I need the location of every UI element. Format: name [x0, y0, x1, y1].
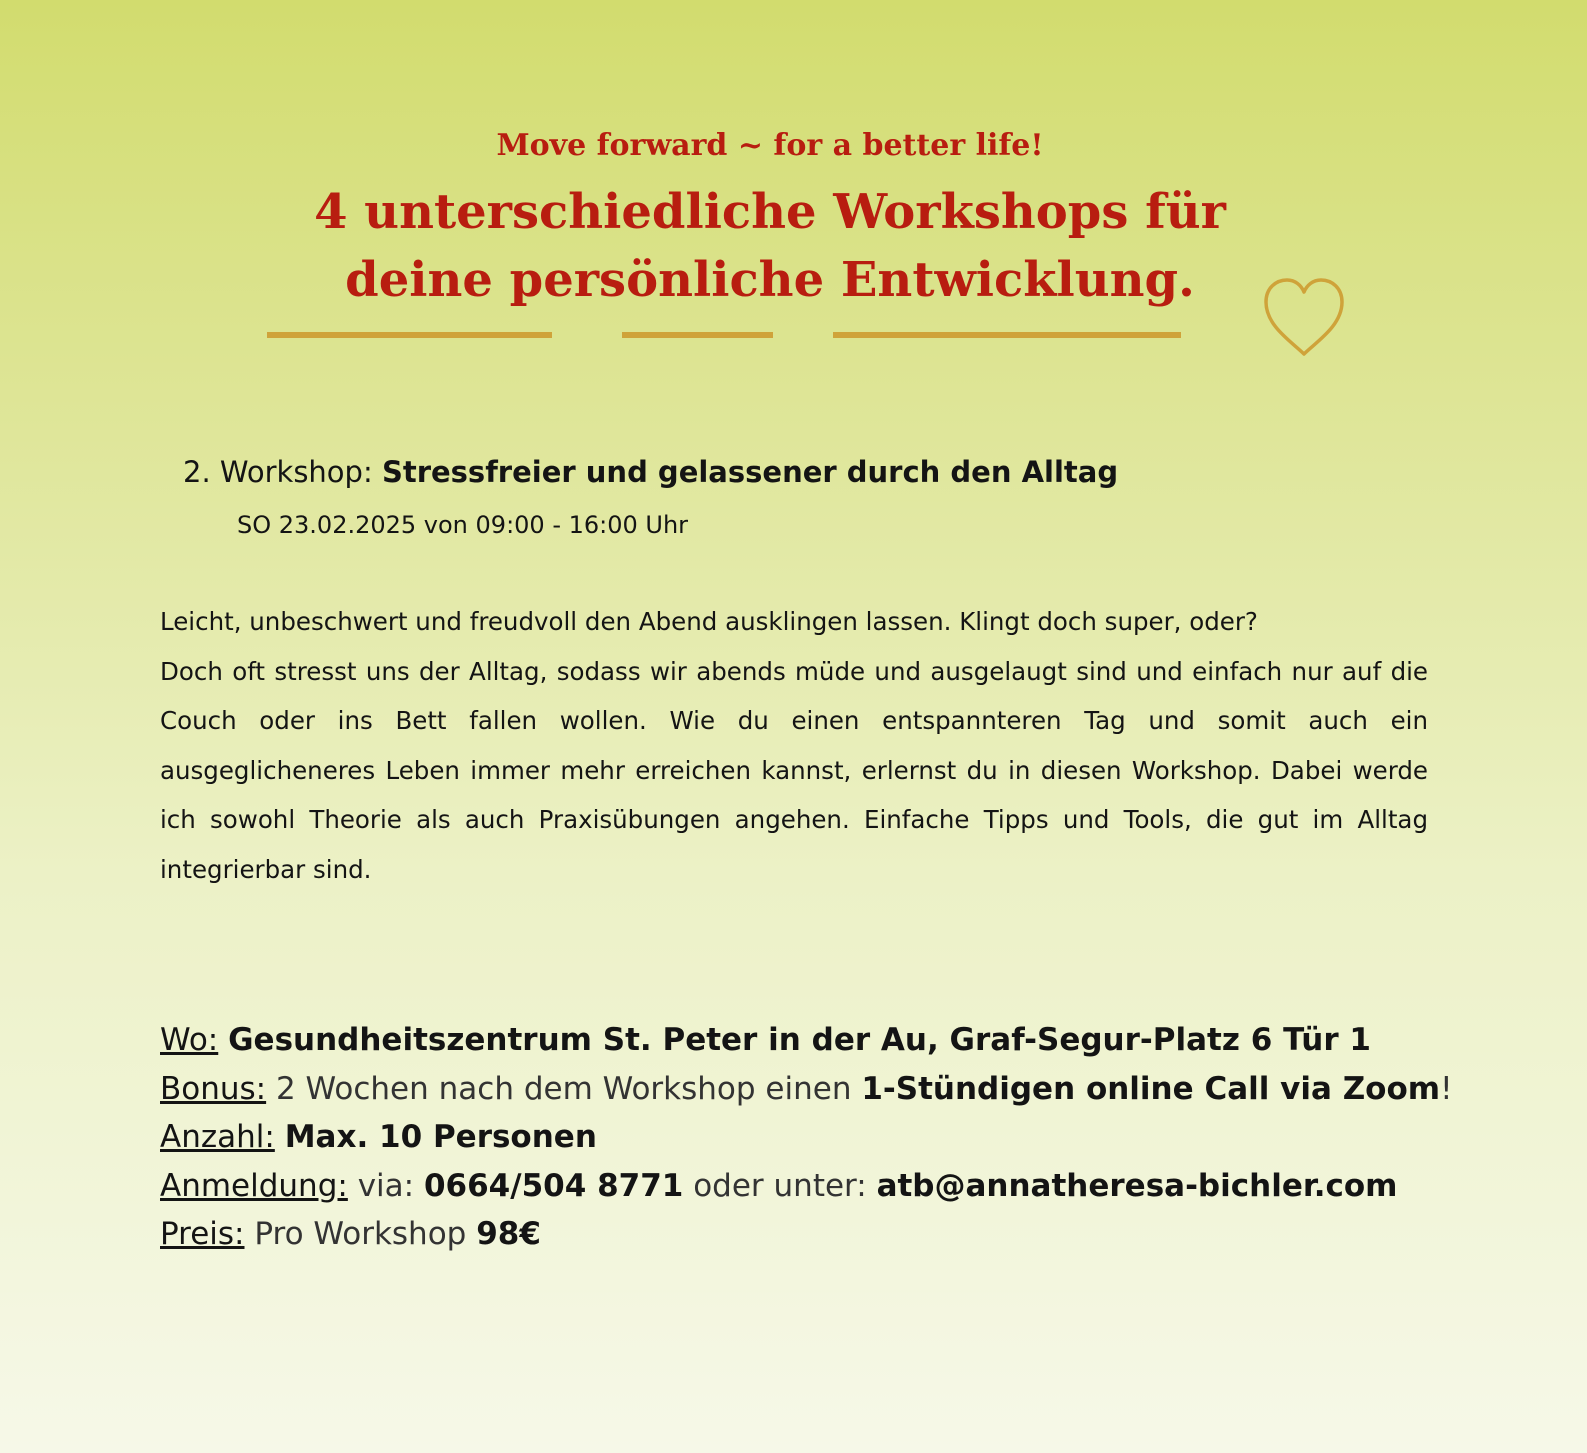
registration-email: atb@annatheresa-bichler.com: [876, 1167, 1398, 1204]
divider-left: [267, 332, 552, 338]
workshop-number: 2. Workshop:: [183, 455, 382, 489]
workshop-name: Stressfreier und gelassener durch den Alltag: [381, 455, 1119, 489]
headline-line-1: 4 unterschiedliche Workshops für: [314, 184, 1226, 240]
bonus-exclamation: !: [1440, 1070, 1453, 1107]
count-label: Anzahl:: [160, 1119, 275, 1155]
price-label: Preis:: [160, 1216, 245, 1252]
headline-line-2: deine persönliche Entwicklung.: [345, 252, 1195, 308]
bonus-highlight: 1-Stündigen online Call via Zoom: [861, 1070, 1441, 1107]
bonus-label: Bonus:: [160, 1070, 267, 1107]
price-value: 98€: [476, 1216, 541, 1252]
heart-outline-icon: [1262, 276, 1346, 360]
divider-right: [833, 332, 1181, 338]
registration-phone: 0664/504 8771: [423, 1167, 684, 1204]
description-paragraph-1: Leicht, unbeschwert und freudvoll den Abend ausklingen lassen. Klingt doch super, oder?: [160, 607, 1258, 636]
location-value: Gesundheitszentrum St. Peter in der Au, Graf-Segur-Platz 6 Tür 1: [228, 1022, 1371, 1058]
tagline: Move forward ~ for a better life!: [496, 128, 1044, 163]
workshop-description: [160, 597, 1428, 894]
location-label: Wo:: [160, 1022, 219, 1058]
info-row-count: [160, 1113, 1580, 1162]
workshop-date: SO 23.02.2025 von 09:00 - 16:00 Uhr: [237, 511, 689, 539]
bonus-text: 2 Wochen nach dem Workshop einen: [275, 1070, 862, 1107]
info-row-location: [160, 1016, 1580, 1065]
info-row-price: [160, 1210, 1580, 1259]
workshop-info: [160, 1016, 1580, 1259]
description-paragraph-2: Doch oft stresst uns der Alltag, sodass wir abends müde und ausgelaugt sind und einfach nur auf die Couch oder ins Bett fallen wollen. Wie du einen entspannteren Tag und somit auch ein ausgeglicheneres Leben immer mehr erreichen kannst, erlernst du in diesen Workshop. Dabei werde ich sowohl Theorie als auch Praxisübungen angehen. Einfache Tipps und Tools, die gut im Alltag integrierbar sind.: [160, 656, 1428, 884]
registration-or: oder unter:: [683, 1167, 877, 1204]
registration-label: Anmeldung:: [160, 1167, 348, 1204]
workshop-title: [183, 455, 1118, 489]
count-value: Max. 10 Personen: [284, 1119, 597, 1155]
divider-middle: [622, 332, 773, 338]
price-text: Pro Workshop: [254, 1216, 477, 1252]
registration-via: via:: [357, 1167, 424, 1204]
info-row-bonus: [160, 1065, 1580, 1114]
info-row-registration: [160, 1162, 1580, 1211]
